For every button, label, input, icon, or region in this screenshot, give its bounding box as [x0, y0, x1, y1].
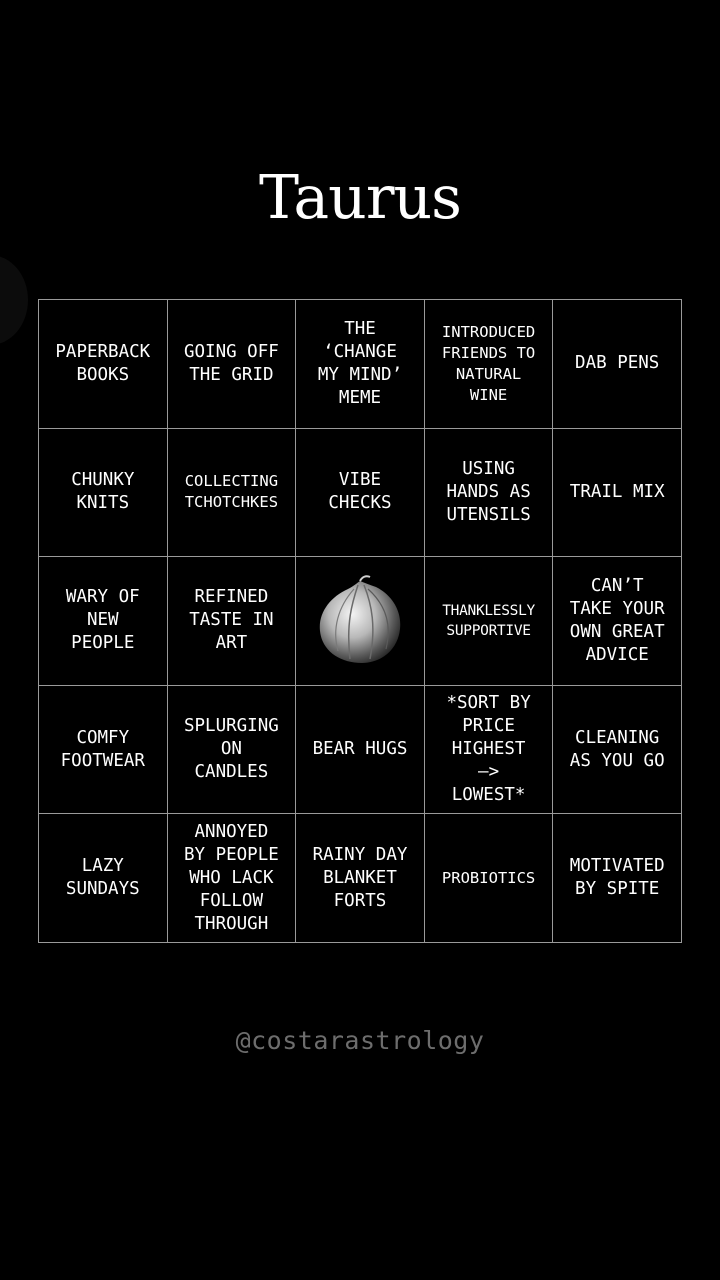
bingo-cell: DAB PENS — [553, 300, 682, 429]
bingo-cell: USING HANDS AS UTENSILS — [425, 429, 554, 558]
bingo-cell: COMFY FOOTWEAR — [39, 686, 168, 815]
bingo-cell: INTRODUCED FRIENDS TO NATURAL WINE — [425, 300, 554, 429]
bingo-cell: LAZY SUNDAYS — [39, 814, 168, 943]
account-handle: @costarastrology — [235, 1026, 485, 1055]
bingo-cell: WARY OF NEW PEOPLE — [39, 557, 168, 686]
bingo-board — [38, 299, 682, 943]
page-title: Taurus — [259, 163, 461, 233]
bingo-cell: ANNOYED BY PEOPLE WHO LACK FOLLOW THROUGH — [168, 814, 297, 943]
bingo-cell: TRAIL MIX — [553, 429, 682, 558]
bingo-cell: VIBE CHECKS — [296, 429, 425, 558]
bingo-cell: CLEANING AS YOU GO — [553, 686, 682, 815]
bingo-cell: CAN’T TAKE YOUR OWN GREAT ADVICE — [553, 557, 682, 686]
bingo-cell: RAINY DAY BLANKET FORTS — [296, 814, 425, 943]
bingo-cell: COLLECTING TCHOTCHKES — [168, 429, 297, 558]
side-edge-shadow — [0, 255, 28, 345]
bingo-cell: REFINED TASTE IN ART — [168, 557, 297, 686]
bingo-cell: PAPERBACK BOOKS — [39, 300, 168, 429]
bingo-cell: GOING OFF THE GRID — [168, 300, 297, 429]
bingo-cell: PROBIOTICS — [425, 814, 554, 943]
bingo-cell: SPLURGING ON CANDLES — [168, 686, 297, 815]
bingo-cell: THANKLESSLY SUPPORTIVE — [425, 557, 554, 686]
garlic-bulb-icon — [310, 571, 410, 671]
free-space-cell — [296, 557, 425, 686]
bingo-cell: THE ‘CHANGE MY MIND’ MEME — [296, 300, 425, 429]
bingo-cell: BEAR HUGS — [296, 686, 425, 815]
bingo-cell: *SORT BY PRICE HIGHEST —> LOWEST* — [425, 686, 554, 815]
bingo-cell: CHUNKY KNITS — [39, 429, 168, 558]
bingo-cell: MOTIVATED BY SPITE — [553, 814, 682, 943]
